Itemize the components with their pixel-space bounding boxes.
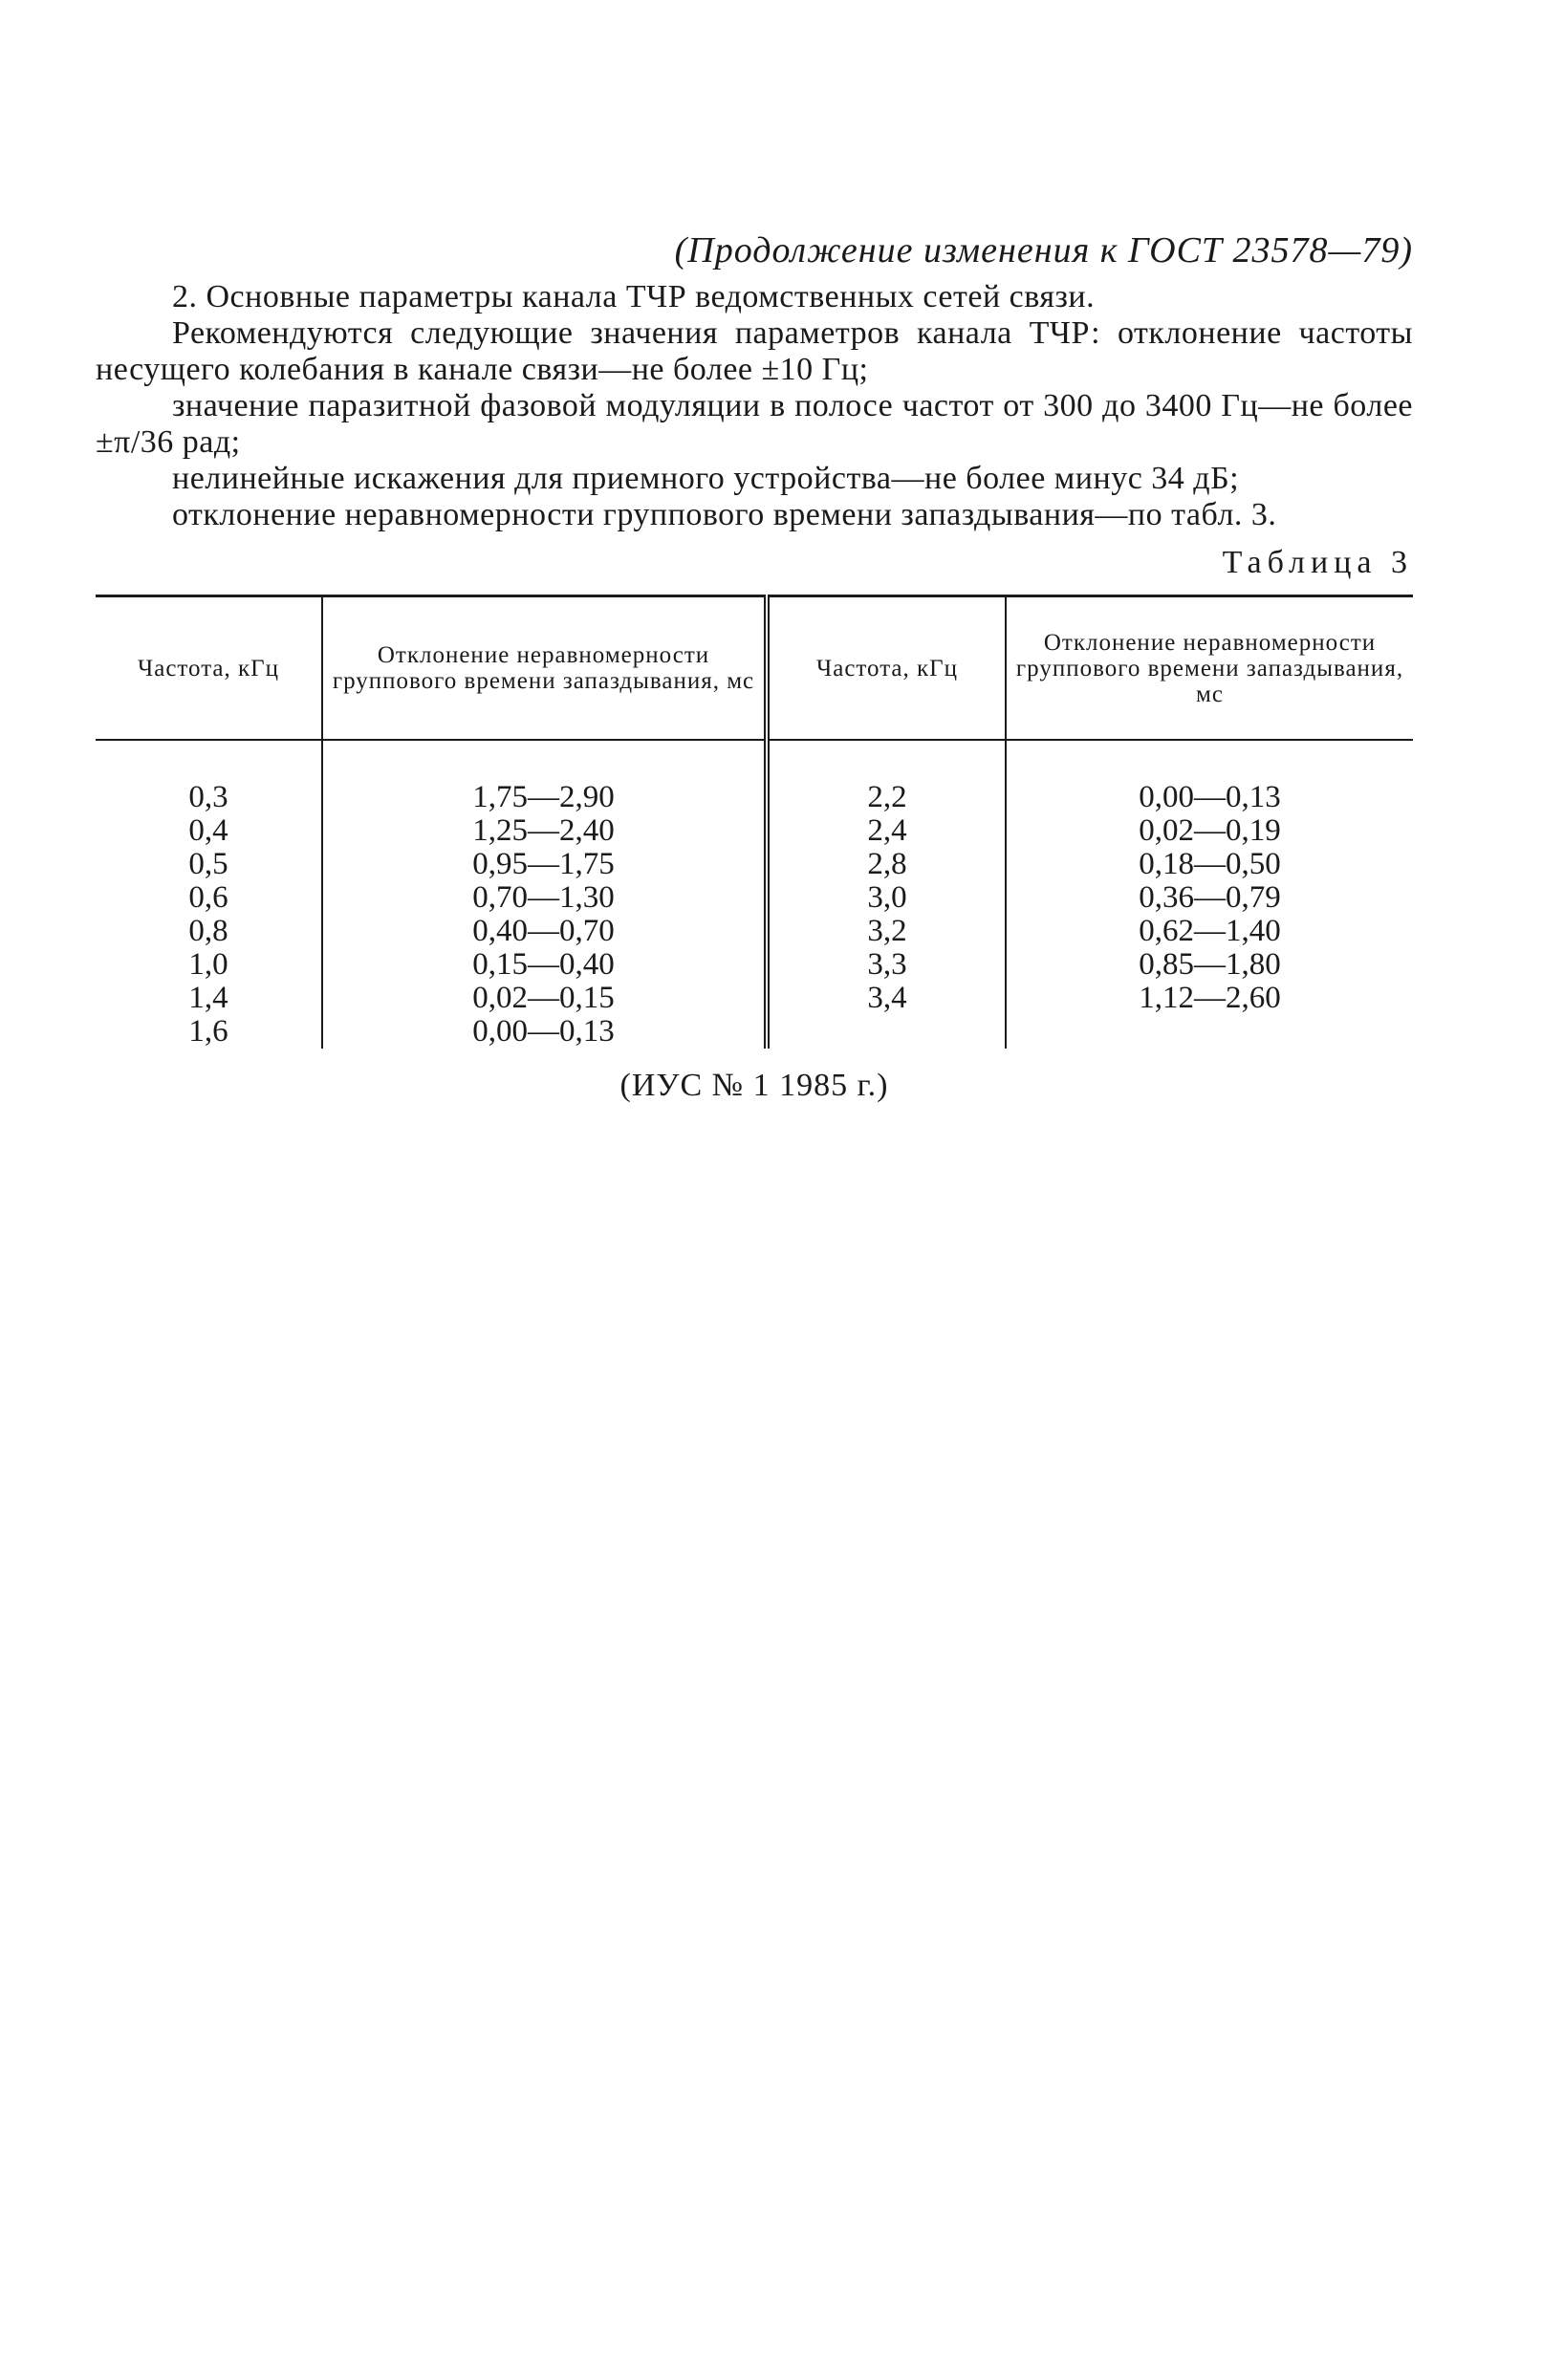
- cell-deviation: 0,00—0,13: [1006, 740, 1413, 814]
- cell-deviation: 0,02—0,15: [322, 982, 767, 1015]
- cell-frequency: 1,0: [188, 947, 228, 982]
- table-title: Таблица 3: [1222, 545, 1413, 580]
- cell-frequency: 0,3: [188, 780, 228, 814]
- cell-deviation: 1,75—2,90: [322, 740, 767, 814]
- source-reference: (ИУС № 1 1985 г.): [619, 1068, 889, 1103]
- cell-deviation: 0,40—0,70: [322, 915, 767, 948]
- paragraph-carrier-frequency: Рекомендуются следующие значения параметров канала ТЧР: отклонение частоты несущего колебания в канале связи—не более ±10 Гц;: [96, 315, 1413, 387]
- cell-deviation: 0,00—0,13: [322, 1015, 767, 1049]
- table-row: [96, 1015, 1413, 1049]
- header-deviation-2: Отклонение неравномерности группового времени запаздывания, мс: [1006, 596, 1413, 741]
- table-row: [96, 982, 1413, 1015]
- cell-frequency: 2,2: [767, 740, 1006, 814]
- data-table: [96, 595, 1413, 1049]
- cell-frequency: 0,4: [188, 813, 228, 848]
- cell-frequency: 2,4: [767, 814, 1006, 848]
- cell-deviation: 0,02—0,19: [1006, 814, 1413, 848]
- header-deviation-1: Отклонение неравномерности группового времени запаздывания, мс: [322, 596, 767, 741]
- document-page: [96, 229, 1413, 1104]
- cell-frequency: 0,5: [188, 847, 228, 881]
- paragraph-nonlinear-distortion: нелинейные искажения для приемного устройства—не более минус 34 дБ;: [172, 461, 1240, 496]
- cell-deviation: 0,95—1,75: [322, 848, 767, 881]
- table-row: [96, 848, 1413, 881]
- table-row: [96, 881, 1413, 915]
- cell-deviation: 0,70—1,30: [322, 881, 767, 915]
- cell-deviation: 0,62—1,40: [1006, 915, 1413, 948]
- cell-frequency: 1,6: [188, 1014, 228, 1049]
- cell-frequency: 3,2: [767, 915, 1006, 948]
- cell-frequency: 3,0: [767, 881, 1006, 915]
- continuation-header: (Продолжение изменения к ГОСТ 23578—79): [674, 230, 1413, 270]
- cell-frequency: 3,3: [767, 948, 1006, 982]
- cell-deviation: 1,25—2,40: [322, 814, 767, 848]
- header-frequency-1: Частота, кГц: [96, 596, 322, 741]
- table-row: [96, 814, 1413, 848]
- header-frequency-2: Частота, кГц: [767, 596, 1006, 741]
- cell-deviation: 0,15—0,40: [322, 948, 767, 982]
- cell-frequency: 3,4: [767, 982, 1006, 1015]
- cell-frequency: 0,8: [188, 914, 228, 948]
- paragraph-phase-modulation: значение паразитной фазовой модуляции в полосе частот от 300 до 3400 Гц—не более ±π/36 рад;: [96, 388, 1413, 460]
- cell-frequency: 2,8: [767, 848, 1006, 881]
- table-row: [96, 948, 1413, 982]
- table-row: [96, 915, 1413, 948]
- cell-deviation: 0,36—0,79: [1006, 881, 1413, 915]
- section-heading: 2. Основные параметры канала ТЧР ведомственных сетей связи.: [172, 279, 1096, 314]
- cell-frequency: 1,4: [188, 981, 228, 1015]
- cell-deviation: 0,85—1,80: [1006, 948, 1413, 982]
- table-row: [96, 740, 1413, 814]
- cell-frequency: 0,6: [188, 880, 228, 915]
- cell-deviation: 1,12—2,60: [1006, 982, 1413, 1015]
- table-header-row: [96, 596, 1413, 741]
- cell-deviation: [1006, 1015, 1413, 1049]
- cell-frequency: [767, 1015, 1006, 1049]
- cell-deviation: 0,18—0,50: [1006, 848, 1413, 881]
- paragraph-group-delay: отклонение неравномерности группового времени запаздывания—по табл. 3.: [172, 497, 1277, 532]
